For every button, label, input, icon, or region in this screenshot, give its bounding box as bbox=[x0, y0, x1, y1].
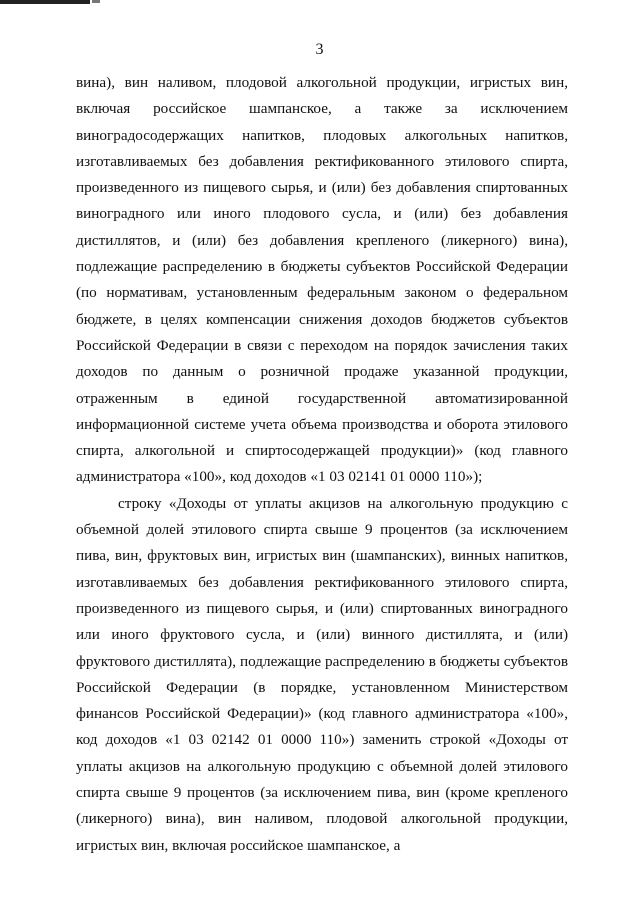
paragraph-replacement: строку «Доходы от уплаты акцизов на алкогольную продукцию с объемной долей этилового спирта свыше 9 процентов (за исключением пива, вин, фруктовых вин, игристых вин (шампанских), винных напитков, изготавливаемых без добавления ректификованного этилового спирта, произведенного из пищевого сырья, и (или) спиртованных виноградного или иного фруктового сусла, и (или) винного дистиллята, и (или) фруктового дистиллята), подлежащие распределению в бюджеты субъектов Российской Федерации (в порядке, установленном Министерством финансов Российской Федерации)» (код главного администратора «100», код доходов «1 03 02142 01 0000 110») заменить строкой «Доходы от уплаты акцизов на алкогольную продукцию с объемной долей этилового спирта свыше 9 процентов (за исключением пива, вин (кроме крепленого (ликерного) вина), вин наливом, плодовой алкогольной продукции, игристых вин, включая российское шампанское, а bbox=[76, 494, 568, 854]
scan-artifact-line bbox=[0, 0, 90, 4]
paragraph-continued: вина), вин наливом, плодовой алкогольной продукции, игристых вин, включая российское шампанское, а также за исключением виноградосодержащих напитков, плодовых алкогольных напитков, изготавливаемых без добавления ректификованного этилового спирта, произведенного из пищевого сырья, и (или) без добавления спиртованных виноградного или иного плодового сусла, и (или) без добавления дистиллятов, и (или) без добавления крепленого (ликерного) вина), подлежащие распределению в бюджеты субъектов Российской Федерации (по нормативам, установленным федеральным законом о федеральном бюджете, в целях компенсации снижения доходов бюджетов субъектов Российской Федерации в связи с переходом на порядок зачисления таких доходов по данным о розничной продаже указанной продукции, отраженным в единой государственной автоматизированной информационной системе учета объема производства и оборота этилового спирта, алкогольной и спиртосодержащей продукции)» (код главного администратора «100», код доходов «1 03 02141 01 0000 110»); bbox=[76, 74, 568, 486]
document-body bbox=[76, 70, 568, 859]
page-number: 3 bbox=[315, 41, 324, 58]
scan-artifact-mark bbox=[92, 0, 100, 3]
